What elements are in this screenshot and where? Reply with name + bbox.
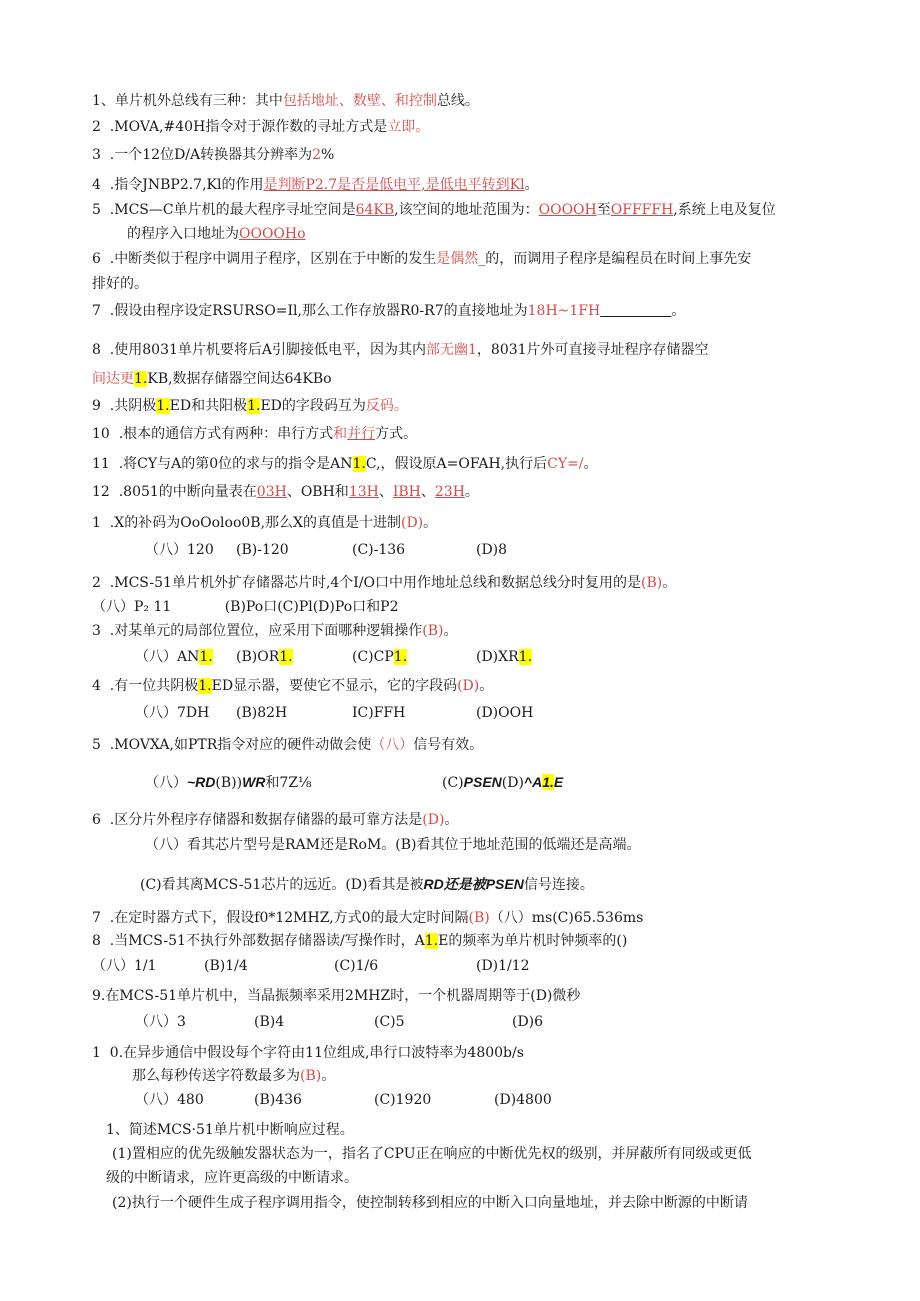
choice-q3-opt-b: (B)OR1. (236, 649, 293, 665)
fill-q6: 6 .中断类似于程序中调用子程序，区别在于中断的发生是偶然_的，而调用子程序是编程员在时间上事先安 (92, 251, 752, 267)
choice-q5-opt-cd: (C)PSEN(D)^A1.E (442, 774, 564, 791)
short-answer-p2: (2)执行一个硬件生成子程序调用指令，使控制转移到相应的中断入口向量地址，并去除中断源的中断请 (112, 1195, 748, 1211)
choice-q6-opts-cd: (C)看其离MCS-51芯片的远近。(D)看其是被RD还是被PSEN信号连接。 (140, 876, 594, 893)
fill-q5: 5 .MCS—C单片机的最大程序寻址空间是64KB,该空间的地址范围为：OOOOH至OFFFFH,系统上电及复位 (92, 202, 776, 218)
choice-q4-opt-d: (D)OOH (476, 705, 534, 721)
fill-q8-cont: 间达更1.KB,数据存储器空间达64KBo (92, 371, 332, 387)
choice-q3: 3 .对某单元的局部位置位，应采用下面哪种逻辑操作(B)。 (92, 623, 458, 639)
choice-q8-opt-a: （八）1/1 (92, 958, 157, 974)
choice-q4-opt-c: IC)FFH (352, 705, 406, 721)
choice-q3-opt-a: （八）AN1. (135, 649, 213, 665)
choice-q4-opt-b: (B)82H (236, 705, 288, 721)
choice-q10-opt-c: (C)1920 (374, 1092, 432, 1108)
choice-q1-opt-a: （八）120 (145, 542, 214, 558)
choice-q6: 6 .区分片外程序存储器和数据存储器的最可靠方法是(D)。 (92, 812, 459, 828)
fill-q8: 8 .使用8031单片机要将后A引脚接低电平，因为其内部无幽1，8031片外可直接寻址程序存储器空 (92, 342, 709, 358)
choice-q9: 9.在MCS-51单片机中，当晶振频率采用2MHZ时，一个机器周期等于(D)微秒 (92, 988, 581, 1004)
choice-q6-opts-ab: （八）看其芯片型号是RAM还是RoM。(B)看其位于地址范围的低端还是高端。 (145, 837, 641, 853)
fill-q6-cont: 排好的。 (92, 276, 148, 292)
choice-q9-opt-c: (C)5 (374, 1014, 405, 1030)
fill-q11: 11 .将CY与A的第0位的求与的指令是AN1.C,，假设原A=OFAH,执行后CY=/。 (92, 456, 598, 472)
choice-q10-opt-b: (B)436 (254, 1092, 302, 1108)
fill-q1: 1、单片机外总线有三种：其中包括地址、数壁、和控制总线。 (92, 93, 479, 109)
choice-q4-opt-a: （八）7DH (135, 705, 210, 721)
choice-q10-cont: 那么每秒传送字符数最多为(B)。 (132, 1068, 336, 1084)
fill-q5-cont: 的程序入口地址为OOOOHo (127, 226, 306, 242)
fill-q3: 3 .一个12位D/A转换器其分辨率为2% (92, 147, 335, 163)
choice-q3-opt-d: (D)XR1. (476, 649, 533, 665)
fill-q4: 4 .指令JNBP2.7,Kl的作用是判断P2.7是否是低电平,是低电平转到Kl。 (92, 177, 539, 193)
choice-q7: 7 .在定时器方式下，假设f0*12MHZ,方式0的最大定时间隔(B)（八）ms(C)65.536ms (92, 910, 644, 926)
choice-q1: 1 .X的补码为OoOoloo0B,那么X的真值是十进制(D)。 (92, 515, 438, 531)
choice-q8-opt-c: (C)1/6 (334, 958, 379, 974)
choice-q10-opt-a: （八）480 (135, 1092, 204, 1108)
short-answer-p1-cont: 级的中断请求，应许更高级的中断请求。 (106, 1170, 358, 1186)
choice-q3-opt-c: (C)CP1. (352, 649, 408, 665)
choice-q1-opt-b: (B)-120 (236, 542, 289, 558)
fill-q10: 10 .根本的通信方式有两种：串行方式和并行方式。 (92, 426, 418, 442)
fill-q7: 7 .假设由程序设定RSURSO=Il,那么工作存放器R0-R7的直接地址为18H~1FH 。 (92, 303, 686, 319)
fill-q9: 9 .共阴极1.ED和共阳极1.ED的字段码互为反码。 (92, 398, 408, 414)
choice-q8-opt-d: (D)1/12 (476, 958, 530, 974)
choice-q5: 5 .MOVXA,如PTR指令对应的硬件动做会使（八）信号有效。 (92, 737, 484, 753)
choice-q4: 4 .有一位共阴极1.ED显示器，要使它不显示，它的字段码(D)。 (92, 678, 494, 694)
short-answer-p1: (1)置相应的优先级触发器状态为一，指名了CPU正在响应的中断优先权的级别，并屏蔽所有同级或更低 (112, 1146, 752, 1162)
choice-q1-opt-c: (C)-136 (352, 542, 406, 558)
fill-q2: 2 .MOVA,#40H指令对于源作数的寻址方式是立即。 (92, 119, 430, 135)
choice-q9-opt-b: (B)4 (254, 1014, 285, 1030)
choice-q2: 2 .MCS-51单片机外扩存储器芯片时,4个I/O口中用作地址总线和数据总线分时复用的是(B)。 (92, 575, 677, 591)
fill-q12: 12 .8051的中断向量表在03H、OBH和13H、IBH、23H。 (92, 484, 479, 500)
choice-q9-opt-a: （八）3 (135, 1014, 186, 1030)
choice-q8: 8 .当MCS-51不执行外部数据存储器读/写操作时，A1.E的频率为单片机时钟频率的() (92, 933, 628, 949)
choice-q1-opt-d: (D)8 (476, 542, 508, 558)
choice-q10-opt-d: (D)4800 (494, 1092, 552, 1108)
short-answer-title: 1、简述MCS·51单片机中断响应过程。 (106, 1122, 354, 1138)
choice-q9-opt-d: (D)6 (512, 1014, 544, 1030)
choice-q2-opts: （八）P₂ 11 (B)Po口(C)Pl(D)Po口和P2 (92, 599, 399, 615)
choice-q8-opt-b: (B)1/4 (204, 958, 248, 974)
choice-q10: 1 0.在异步通信中假设每个字符由11位组成,串行口波特率为4800b/s (92, 1045, 524, 1061)
choice-q5-opt-ab: （八）~RD(B))WR和7Z⅛ (145, 774, 312, 791)
